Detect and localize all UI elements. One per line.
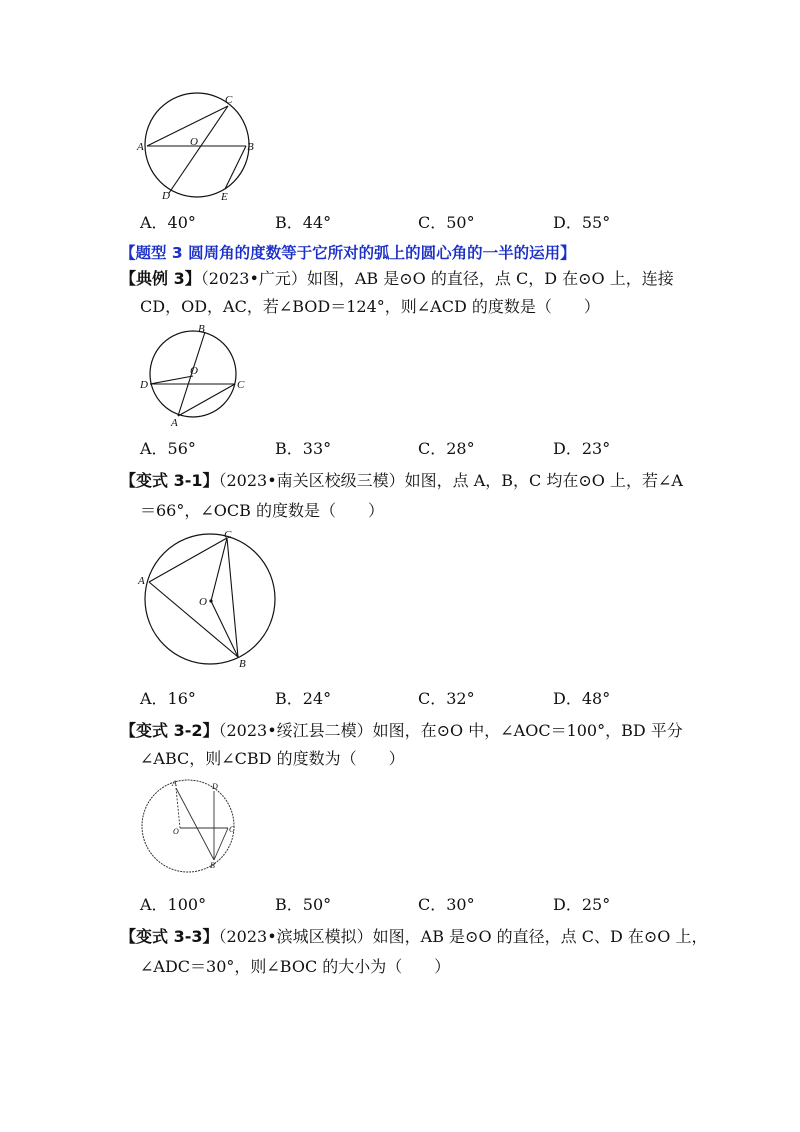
label-A: A (171, 417, 178, 429)
label-O: O (190, 136, 198, 148)
variant-3-3-line-1 (120, 926, 708, 948)
variant-3-2-option-d: D．25° (553, 895, 611, 914)
example-3-text-1: （2023•广元）如图，AB 是⊙O 的直径，点 C，D 在⊙O 上，连接 (200, 269, 674, 288)
variant-3-3-line-2: ∠ADC＝30°，则∠BOC 的大小为（ ） (140, 957, 451, 976)
variant-3-1-option-c: C．32° (418, 689, 475, 708)
variant-3-1-line-2: ＝66°，∠OCB 的度数是（ ） (140, 501, 384, 520)
variant-3-3-text-1: （2023•滨城区模拟）如图，AB 是⊙O 的直径，点 C、D 在⊙O 上， (218, 927, 708, 946)
example-3-tag: 【典例 3】 (120, 269, 201, 288)
figure-variant-3-2-diagram (136, 776, 244, 874)
label-D: D (140, 379, 148, 391)
label-A: A (138, 575, 145, 587)
label-D: D (162, 190, 170, 202)
variant-3-2-text-1: （2023•绥江县二模）如图，在⊙O 中，∠AOC＝100°，BD 平分 (218, 721, 683, 740)
variant-3-2-option-c: C．30° (418, 895, 475, 914)
variant-3-2-option-a: A．100° (140, 895, 207, 914)
example-3-line-2: CD，OD，AC，若∠BOD＝124°，则∠ACD 的度数是（ ） (140, 297, 600, 316)
figure-example-3-diagram (138, 322, 250, 430)
option-b: B．44° (275, 213, 332, 232)
example-3-option-d: D．23° (553, 439, 611, 458)
option-a: A．40° (140, 213, 196, 232)
label-C: C (224, 529, 232, 541)
label-A: A (137, 141, 144, 153)
label-C: C (229, 825, 235, 834)
label-B: B (210, 861, 215, 870)
label-C: C (237, 379, 245, 391)
example-3-option-b: B．33° (275, 439, 332, 458)
variant-3-2-line-1 (120, 720, 683, 742)
label-O: O (199, 596, 207, 608)
label-E: E (221, 191, 228, 203)
variant-3-2-option-b: B．50° (275, 895, 332, 914)
label-B: B (198, 323, 205, 335)
option-c: C．50° (418, 213, 475, 232)
label-B: B (247, 141, 254, 153)
variant-3-1-line-1 (120, 470, 683, 492)
variant-3-1-tag: 【变式 3-1】 (120, 471, 219, 490)
label-B: B (239, 658, 246, 670)
example-3-option-c: C．28° (418, 439, 475, 458)
variant-3-2-tag: 【变式 3-2】 (120, 721, 219, 740)
label-O: O (173, 827, 179, 836)
option-d: D．55° (553, 213, 611, 232)
label-C: C (225, 94, 233, 106)
variant-3-1-option-d: D．48° (553, 689, 611, 708)
variant-3-3-tag: 【变式 3-3】 (120, 927, 219, 946)
section-heading: 【题型 3 圆周角的度数等于它所对的弧上的圆心角的一半的运用】 (120, 244, 576, 262)
figure-1-circle-diagram (135, 88, 265, 203)
variant-3-2-line-2: ∠ABC，则∠CBD 的度数为（ ） (140, 749, 405, 768)
example-3-line-1 (120, 268, 674, 290)
label-D: D (212, 782, 218, 791)
variant-3-1-text-1: （2023•南关区校级三模）如图，点 A，B，C 均在⊙O 上，若∠A (218, 471, 683, 490)
label-A: A (172, 779, 177, 788)
figure-variant-3-1-diagram (132, 526, 292, 672)
variant-3-1-option-b: B．24° (275, 689, 332, 708)
example-3-option-a: A．56° (140, 439, 196, 458)
label-O: O (190, 365, 198, 377)
variant-3-1-option-a: A．16° (140, 689, 196, 708)
